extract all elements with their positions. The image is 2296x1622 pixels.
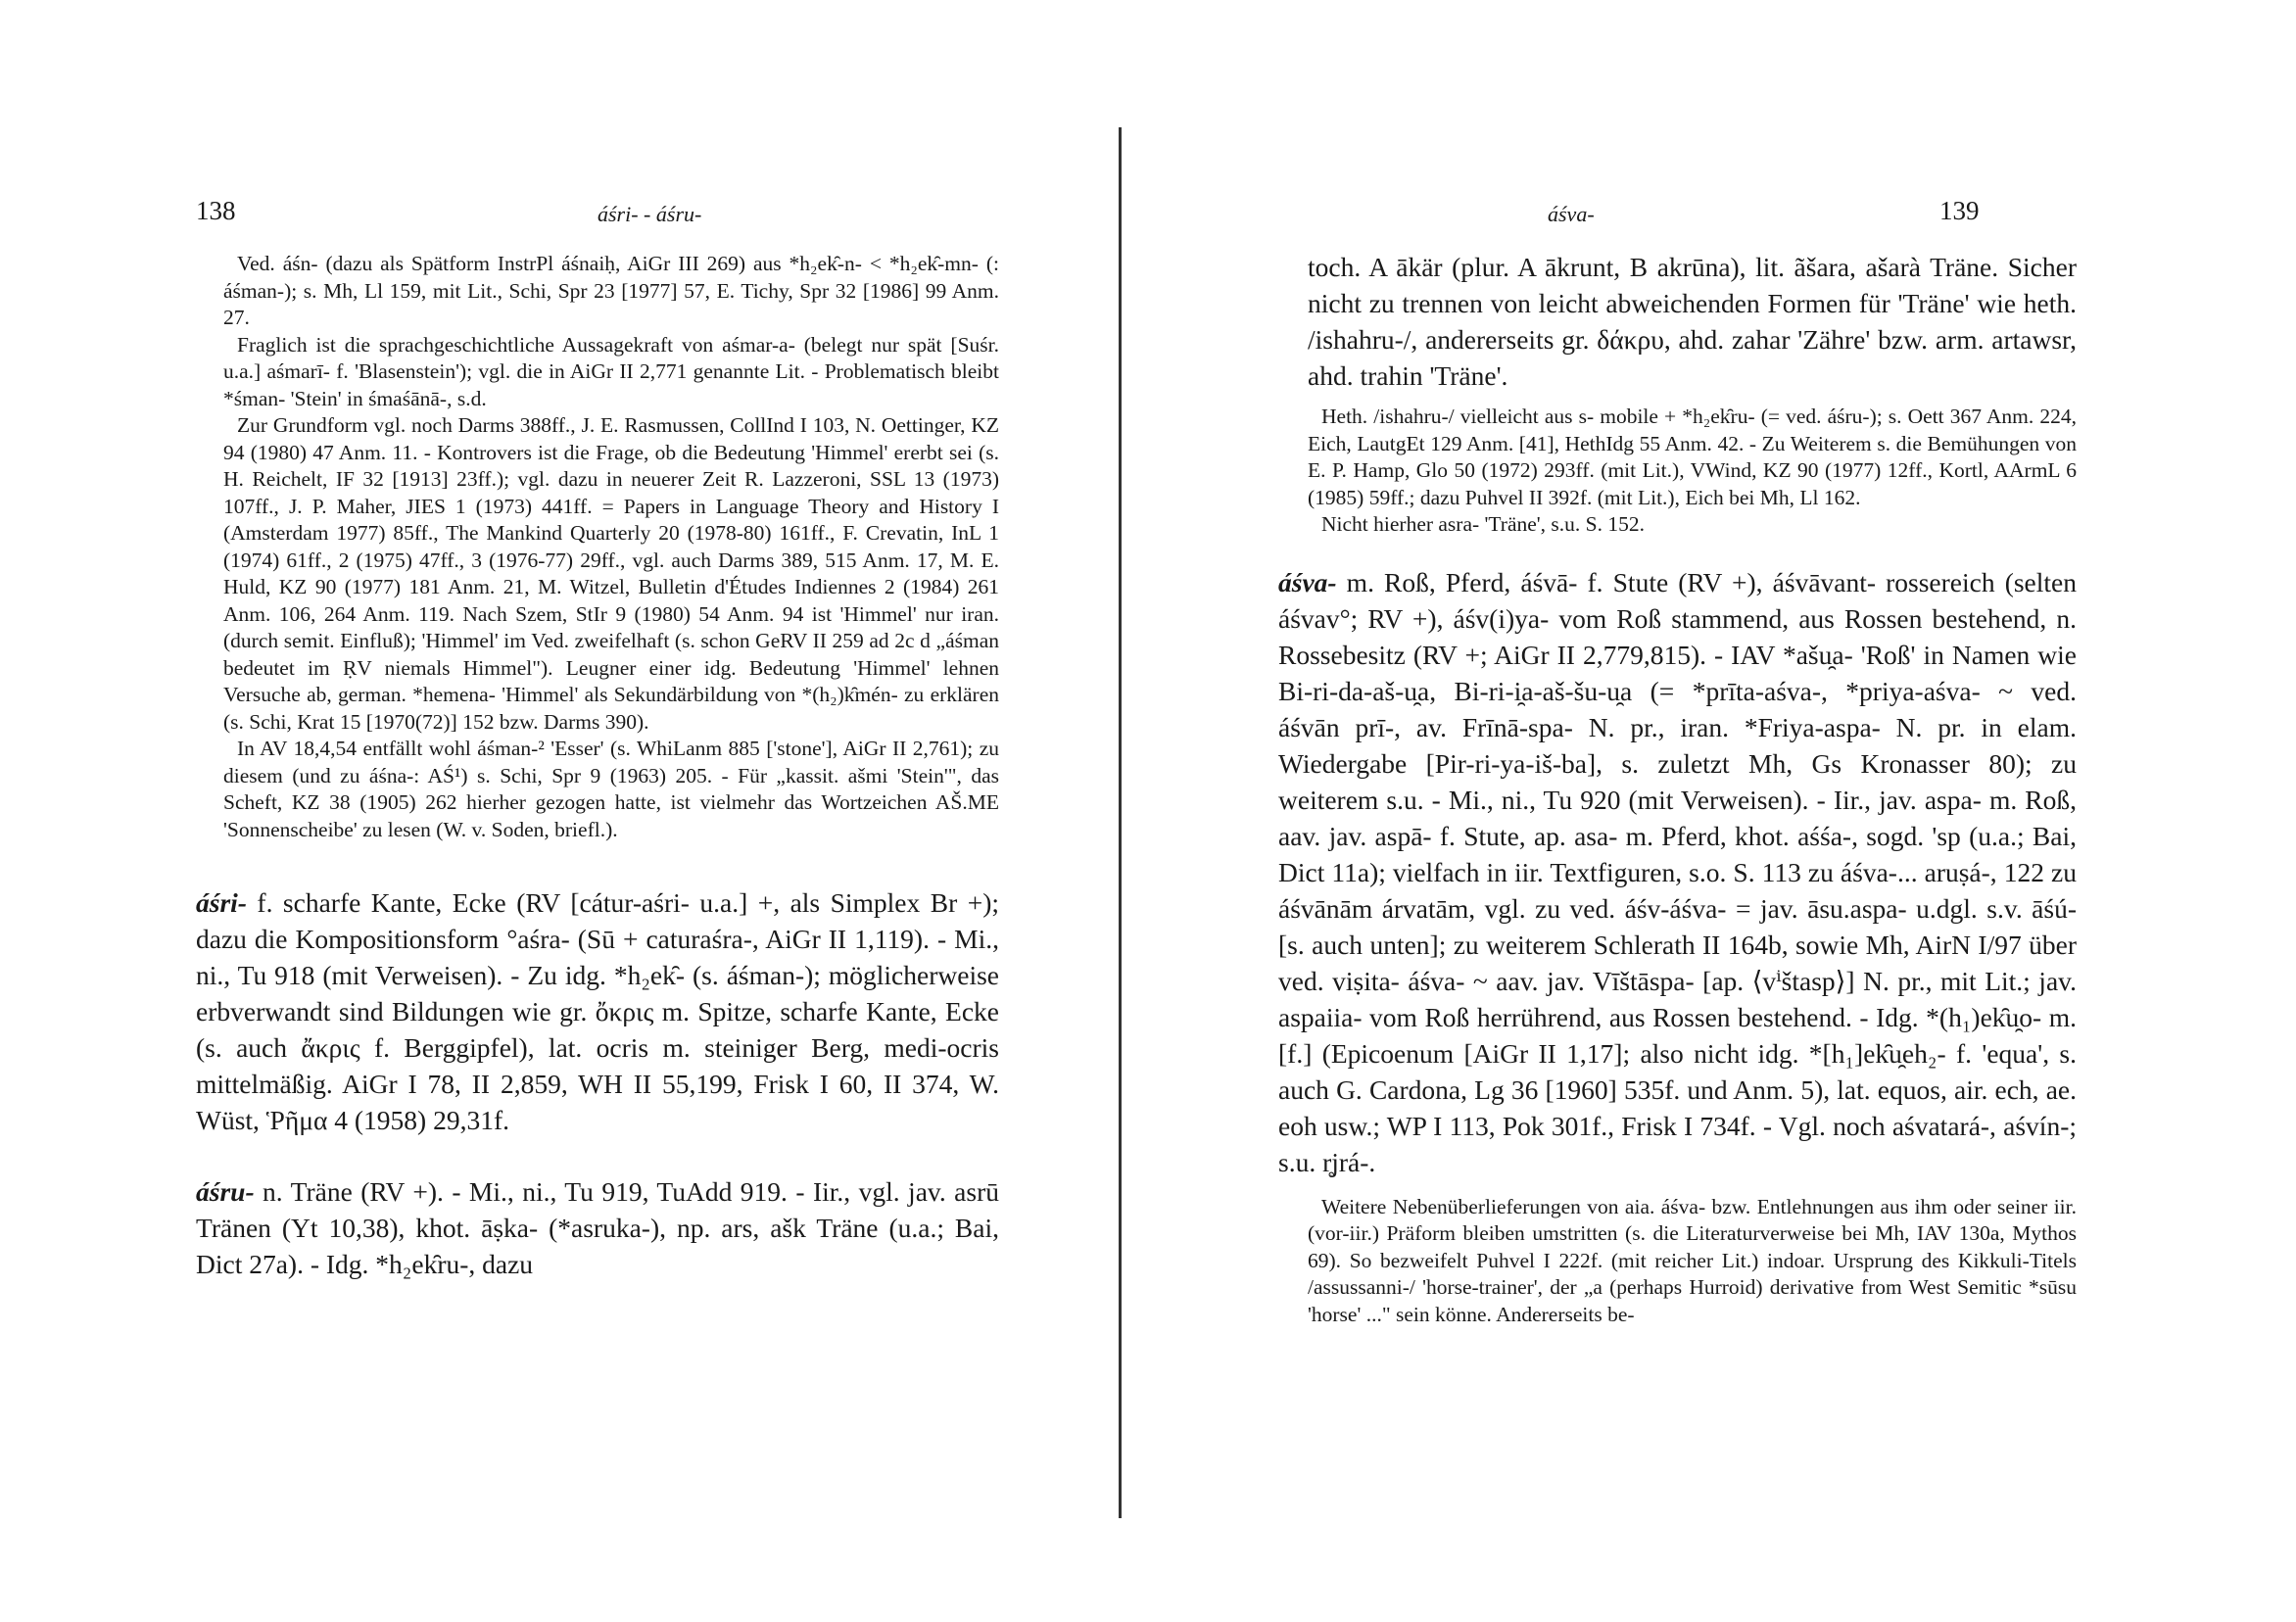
left-running-head: áśri- - áśru- — [598, 202, 702, 226]
right-page — [1278, 249, 2077, 1328]
page-gutter — [1119, 127, 1122, 1518]
entry-body: m. Roß, Pferd, áśvā- f. Stute (RV +), áśvāvant- rossereich (selten áśvav°; RV +), áśv(i)ya- vom Roß stammend, aus Rossen bestehend, n. Rossebesitz (RV +; AiGr II 2,779,815). - IAV *ašu̯a- 'Roß' in Namen wie Bi-ri-da-aš-u̯a, Bi-ri-i̯a-aš-šu-u̯a (= *prīta-aśva-, *priya-aśva- ~ ved. áśvān prī-, av. Frīnā-spa- N. pr., iran. *Friya-aspa- N. pr. in elam. Wiedergabe [Pir-ri-ya-iš-ba], s. zuletzt Mh, Gs Kronasser 80); zu weiterem s.u. - Mi., ni., Tu 920 (mit Verweisen). - Iir., jav. aspa- m. Roß, aav. jav. aspā- f. Stute, ap. asa- m. Pferd, khot. aśśa-, sogd. 'sp (u.a.; Bai, Dict 11a); vielfach in iir. Textfiguren, s.o. S. 113 zu áśva-... aruṣá-, 122 zu áśvānām árvatām, vgl. zu ved. áśv-áśva- = jav. āsu.aspa- u.dgl. s.v. āśú- [s. auch unten]; zu weiterem Schlerath II 164b, sowie Mh, AirN I/97 über ved. viṣita- áśva- ~ aav. jav. Vīštāspa- [ap. ⟨vⁱštasp⟩] N. pr., mit Lit.; jav. aspaiia- vom Roß herrührend, aus Rossen bestehend. - Idg. *(h₁)ek̑u̯o- m. [f.] (Epicoenum [AiGr II 1,17]; also nicht idg. *[h₁]ek̑u̯eh₂- f. 'equa', s. auch G. Cardona, Lg 36 [1960] 535f. und Anm. 5), lat. equos, air. ech, ae. eoh usw.; WP I 113, Pok 301f., Frisk I 734f. - Vgl. noch aśvatará-, aśvín-; s.u. r̥jrá-. — [1278, 566, 2077, 1177]
right-notes-1 — [1308, 404, 2077, 539]
left-page — [196, 251, 999, 1282]
entry-asri — [196, 884, 999, 1138]
right-notes-2 — [1308, 1194, 2077, 1329]
entry-body: f. scharfe Kante, Ecke (RV [cátur-aśri- u.a.] +, als Simplex Br +); dazu die Kompositionsform °aśra- (Sū + caturaśra-, AiGr II 1,119). - Mi., ni., Tu 918 (mit Verweisen). - Zu idg. *h₂ek̑- (s. áśman-); möglicherweise erbverwandt sind Bildungen wie gr. ὄκρις m. Spitze, scharfe Kante, Ecke (s. auch ἄκρις f. Berggipfel), lat. ocris m. steiniger Berg, medi-ocris mittelmäßig. AiGr I 78, II 2,859, WH II 55,199, Frisk I 60, II 374, W. Wüst, Ῥῆμα 4 (1958) 29,31f. — [196, 887, 999, 1135]
continued-text — [1308, 249, 2077, 394]
note-paragraph: Fraglich ist die sprachgeschichtliche Aussagekraft von aśmar-a- (belegt nur spät [Suśr. u.a.] aśmarī- f. 'Blasenstein'); vgl. die in AiGr II 2,771 genannte Lit. - Problematisch bleibt *śman- 'Stein' in śmaśānā-, s.d. — [223, 332, 999, 410]
entry-headword: áśva- — [1278, 566, 1337, 597]
note-paragraph: Weitere Nebenüberlieferungen von aia. áśva- bzw. Entlehnungen aus ihm oder seiner iir. (vor-iir.) Präform bleiben umstritten (s. die Literaturverweise bei Mh, IAV 130a, Mythos 69). So bezweifelt Puhvel I 222f. (mit reicher Lit.) indoar. Ursprung des Kikkuli-Titels /assussanni-/ 'horse-trainer', der „a (perhaps Hurroid) derivative from West Semitic *sūsu 'horse' ..." sein könne. Andererseits be- — [1308, 1194, 2077, 1326]
entry-asru — [196, 1173, 999, 1282]
entry-headword: áśri- — [196, 887, 247, 918]
entry-headword: áśru- — [196, 1176, 255, 1207]
right-running-head: áśva- — [1548, 202, 1595, 226]
note-paragraph: Nicht hierher asra- 'Träne', s.u. S. 152. — [1321, 512, 1645, 536]
continued-paragraph: toch. A ākär (plur. A ākrunt, B akrūna), lit. ãšara, ašarà Träne. Sicher nicht zu trennen von leicht abweichenden Formen für 'Träne' wie heth. /ishahru-/, andererseits gr. δάκρυ, ahd. zahar 'Zähre' bzw. arm. artawsr, ahd. trahin 'Träne'. — [1308, 252, 2077, 391]
entry-asva — [1278, 564, 2077, 1180]
note-paragraph: Ved. áśn- (dazu als Spätform InstrPl áśnaiḥ, AiGr III 269) aus *h₂ek̑-n- < *h₂ek̑-mn- (: áśman-); s. Mh, Ll 159, mit Lit., Schi, Spr 23 [1977] 57, E. Tichy, Spr 32 [1986] 99 Anm. 27. — [223, 252, 999, 329]
left-notes — [196, 251, 999, 843]
left-page-number: 138 — [196, 196, 236, 225]
note-paragraph: In AV 18,4,54 entfällt wohl áśman-² 'Esser' (s. WhiLanm 885 ['stone'], AiGr II 2,761); zu diesem (und zu áśna-: AŚ¹) s. Schi, Spr 9 (1963) 205. - Für „kassit. ašmi 'Stein'", das Scheft, KZ 38 (1905) 262 hierher gezogen hatte, ist vielmehr das Wortzeichen AŠ.ME 'Sonnenscheibe' zu lesen (W. v. Soden, briefl.). — [223, 737, 999, 841]
note-paragraph: Heth. /ishahru-/ vielleicht aus s- mobile + *h₂ek̑ru- (= ved. áśru-); s. Oett 367 Anm. 224, Eich, LautgEt 129 Anm. [41], HethIdg 55 Anm. 42. - Zu Weiterem s. die Bemühungen von E. P. Hamp, Glo 50 (1972) 293ff. (mit Lit.), VWind, KZ 90 (1977) 12ff., Kortl, AArmL 6 (1985) 59ff.; dazu Puhvel II 392f. (mit Lit.), Eich bei Mh, Ll 162. — [1308, 405, 2077, 509]
entry-body: n. Träne (RV +). - Mi., ni., Tu 919, TuAdd 919. - Iir., vgl. jav. asrū Tränen (Yt 10,38), khot. āṣka- (*asruka-), np. ars, ašk Träne (u.a.; Bai, Dict 27a). - Idg. *h₂ek̑ru-, dazu — [196, 1176, 999, 1279]
note-paragraph: Zur Grundform vgl. noch Darms 388ff., J. E. Rasmussen, CollInd I 103, N. Oettinger, KZ 94 (1980) 47 Anm. 11. - Kontrovers ist die Frage, ob die Bedeutung 'Himmel' ererbt sei (s. H. Reichelt, IF 32 [1913] 23ff.); vgl. dazu in neuerer Zeit R. Lazzeroni, SSL 13 (1973) 107ff., J. P. Maher, JIES 1 (1973) 441ff. = Papers in Language Theory and History I (Amsterdam 1977) 85ff., The Mankind Quarterly 20 (1978-80) 161ff., F. Crevatin, InL 1 (1974) 61ff., 2 (1975) 47ff., 3 (1976-77) 29ff., vgl. auch Darms 389, 515 Anm. 17, M. E. Huld, KZ 90 (1977) 181 Anm. 21, M. Witzel, Bulletin d'Études Indiennes 2 (1984) 261 Anm. 106, 264 Anm. 119. Nach Szem, StIr 9 (1980) 54 Anm. 94 ist 'Himmel' nur iran. (durch semit. Einfluß); 'Himmel' im Ved. zweifelhaft (s. schon GeRV II 259 ad 2c d „áśman bedeutet im ṚV niemals Himmel"). Leugner einer idg. Bedeutung 'Himmel' lehnen Versuche ab, german. *hemena- 'Himmel' als Sekundärbildung von *(h₂)k̑mén- zu erklären (s. Schi, Krat 15 [1970(72)] 152 bzw. Darms 390). — [223, 413, 999, 734]
right-page-number: 139 — [1939, 196, 1980, 225]
